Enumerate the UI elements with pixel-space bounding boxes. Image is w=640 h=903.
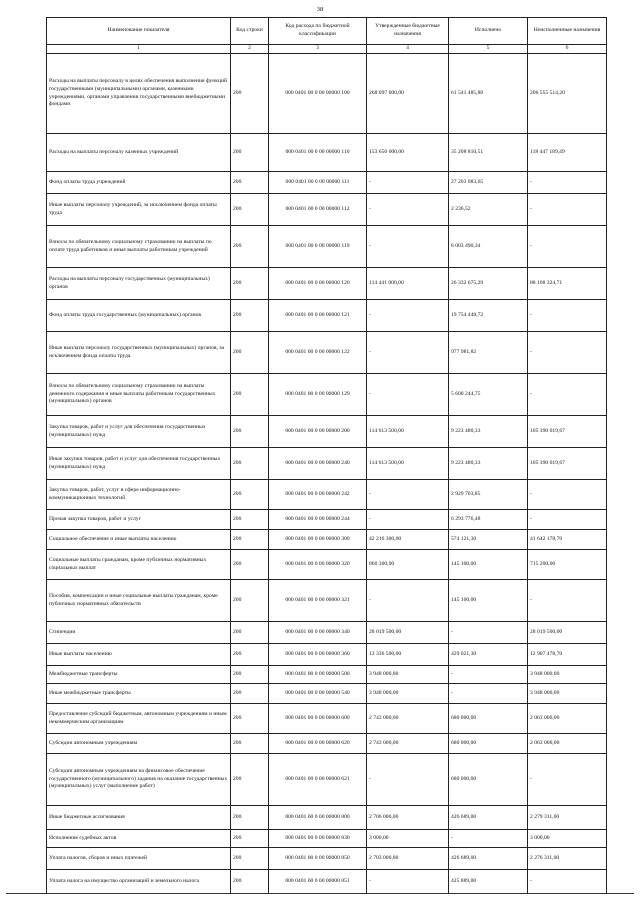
row-unexecuted: -	[528, 870, 607, 894]
row-approved: -	[367, 300, 449, 332]
row-approved: 2 703 000,00	[367, 848, 449, 870]
table-row	[47, 870, 607, 894]
row-class-code: 000 0401 00 0 00 00000 129	[269, 374, 367, 416]
table-row	[47, 416, 607, 448]
row-unexecuted: -	[528, 300, 607, 332]
table-row	[47, 480, 607, 510]
row-line-code: 200	[231, 332, 269, 374]
table-row	[47, 300, 607, 332]
row-line-code: 200	[231, 448, 269, 480]
row-name: Закупка товаров, работ, услуг в сфере информационно-коммуникационных технологий	[47, 480, 231, 510]
row-class-code: 000 0401 00 0 00 00000 200	[269, 416, 367, 448]
row-name: Стипендии	[47, 622, 231, 644]
row-name: Исполнение судебных актов	[47, 830, 231, 848]
column-number: 6	[528, 45, 607, 54]
row-unexecuted: 118 447 189,49	[528, 134, 607, 172]
table-row	[47, 684, 607, 704]
row-executed: 61 541 485,80	[449, 54, 528, 134]
row-approved: -	[367, 332, 449, 374]
row-approved: -	[367, 226, 449, 268]
row-executed: 977 981,82	[449, 332, 528, 374]
row-line-code: 200	[231, 848, 269, 870]
row-executed: 5 600 244,75	[449, 374, 528, 416]
row-executed: 680 000,00	[449, 754, 528, 806]
column-number: 4	[367, 45, 449, 54]
row-unexecuted: 28 019 500,00	[528, 622, 607, 644]
table-row	[47, 806, 607, 830]
table-row	[47, 704, 607, 734]
table-row	[47, 374, 607, 416]
row-class-code: 000 0401 00 0 00 00000 100	[269, 54, 367, 134]
row-class-code: 000 0401 00 0 00 00000 110	[269, 134, 367, 172]
row-name: Иные межбюджетные трансферты	[47, 684, 231, 704]
header-unexecuted: Неисполненные назначения	[528, 18, 607, 45]
row-approved: -	[367, 172, 449, 194]
row-approved: 114 441 000,00	[367, 268, 449, 300]
row-approved: 2 743 000,00	[367, 704, 449, 734]
row-class-code: 000 0401 00 0 00 00000 500	[269, 666, 367, 684]
row-class-code: 000 0401 00 0 00 00000 320	[269, 550, 367, 580]
page-bottom-rule	[6, 893, 634, 894]
row-approved: 153 656 000,00	[367, 134, 449, 172]
row-approved: -	[367, 510, 449, 530]
row-line-code: 200	[231, 806, 269, 830]
row-unexecuted: -	[528, 580, 607, 622]
row-line-code: 200	[231, 530, 269, 550]
row-approved: 2 743 000,00	[367, 734, 449, 754]
row-executed: 27 203 083,65	[449, 172, 528, 194]
table-row	[47, 226, 607, 268]
row-name: Иные выплаты персоналу государственных (муниципальных) органов, за исключением фонда оплаты труда	[47, 332, 231, 374]
row-executed: 19 754 448,72	[449, 300, 528, 332]
row-class-code: 000 0401 00 0 00 00000 121	[269, 300, 367, 332]
table-row	[47, 268, 607, 300]
row-unexecuted: -	[528, 510, 607, 530]
column-number: 5	[449, 45, 528, 54]
row-line-code: 200	[231, 268, 269, 300]
row-name: Иные выплаты населению	[47, 644, 231, 666]
row-executed: 2 929 703,85	[449, 480, 528, 510]
row-class-code: 000 0401 00 0 00 00000 830	[269, 830, 367, 848]
row-class-code: 000 0401 00 0 00 00000 620	[269, 734, 367, 754]
row-name: Прочая закупка товаров, работ и услуг	[47, 510, 231, 530]
row-unexecuted: -	[528, 480, 607, 510]
row-class-code: 000 0401 00 0 00 00000 111	[269, 172, 367, 194]
row-class-code: 000 0401 00 0 00 00000 122	[269, 332, 367, 374]
table-row	[47, 848, 607, 870]
row-approved: 2 706 000,00	[367, 806, 449, 830]
row-approved: -	[367, 374, 449, 416]
row-unexecuted: 2 063 000,00	[528, 704, 607, 734]
table-row	[47, 134, 607, 172]
row-executed: 680 000,00	[449, 704, 528, 734]
row-unexecuted: 105 390 019,67	[528, 448, 607, 480]
row-line-code: 200	[231, 416, 269, 448]
row-approved: 42 216 300,00	[367, 530, 449, 550]
row-unexecuted: 3 000,00	[528, 830, 607, 848]
row-name: Иные закупки товаров, работ и услуг для обеспечения государственных (муниципальных) нужд	[47, 448, 231, 480]
row-unexecuted: -	[528, 226, 607, 268]
row-unexecuted: 2 063 000,00	[528, 734, 607, 754]
row-class-code: 000 0401 00 0 00 00000 244	[269, 510, 367, 530]
row-executed: -	[449, 684, 528, 704]
row-name: Иные бюджетные ассигнования	[47, 806, 231, 830]
row-name: Фонд оплаты труда государственных (муниципальных) органов	[47, 300, 231, 332]
row-executed: 574 121,30	[449, 530, 528, 550]
row-approved: -	[367, 194, 449, 226]
row-class-code: 000 0401 00 0 00 00000 321	[269, 580, 367, 622]
table-row	[47, 54, 607, 134]
row-approved: 3 948 000,00	[367, 684, 449, 704]
row-approved: -	[367, 754, 449, 806]
row-approved: -	[367, 870, 449, 894]
column-number: 3	[269, 45, 367, 54]
row-name: Субсидии автономным учреждениям	[47, 734, 231, 754]
row-name: Уплата налогов, сборов и иных платежей	[47, 848, 231, 870]
table-row	[47, 550, 607, 580]
row-class-code: 000 0401 00 0 00 00000 540	[269, 684, 367, 704]
row-executed: 426 689,00	[449, 806, 528, 830]
column-number: 2	[231, 45, 269, 54]
row-executed: 26 332 675,29	[449, 268, 528, 300]
row-name: Расходы на выплаты персоналу в целях обеспечения выполнения функций государственными (муниципальными) органами, казенными учреждениями, органами управления государственными внебюджетными фондами	[47, 54, 231, 134]
row-name: Расходы на выплаты персоналу государственных (муниципальных) органов	[47, 268, 231, 300]
row-class-code: 000 0401 00 0 00 00000 300	[269, 530, 367, 550]
row-line-code: 200	[231, 644, 269, 666]
page-number: 38	[316, 6, 324, 13]
row-name: Уплата налога на имущество организаций и земельного налога	[47, 870, 231, 894]
row-unexecuted: 41 642 178,70	[528, 530, 607, 550]
table-body	[47, 54, 607, 894]
row-class-code: 000 0401 00 0 00 00000 850	[269, 848, 367, 870]
header-line-code: Код строки	[231, 18, 269, 45]
row-line-code: 200	[231, 666, 269, 684]
row-unexecuted: -	[528, 172, 607, 194]
row-approved: -	[367, 480, 449, 510]
row-executed: -	[449, 830, 528, 848]
row-unexecuted: 88 108 324,71	[528, 268, 607, 300]
row-line-code: 200	[231, 510, 269, 530]
row-executed: 9 223 480,33	[449, 448, 528, 480]
row-class-code: 000 0401 00 0 00 00000 120	[269, 268, 367, 300]
row-name: Пособия, компенсации и иные социальные выплаты гражданам, кроме публичных нормативных обязательств	[47, 580, 231, 622]
row-executed: 425 889,00	[449, 870, 528, 894]
row-executed: 2 236,52	[449, 194, 528, 226]
table-row	[47, 510, 607, 530]
row-unexecuted: 206 555 514,20	[528, 54, 607, 134]
row-class-code: 000 0401 00 0 00 00000 119	[269, 226, 367, 268]
row-executed: 429 021,30	[449, 644, 528, 666]
table-row	[47, 666, 607, 684]
row-name: Взносы по обязательному социальному страхованию на выплаты по оплате труда работников и иные выплаты работникам учреждений	[47, 226, 231, 268]
row-line-code: 200	[231, 550, 269, 580]
row-line-code: 200	[231, 480, 269, 510]
row-line-code: 200	[231, 54, 269, 134]
row-name: Взносы по обязательному социальному страхованию на выплаты денежного содержания и иные выплаты работникам государственных (муниципальных) органов	[47, 374, 231, 416]
row-approved: 3 000,00	[367, 830, 449, 848]
row-unexecuted: -	[528, 332, 607, 374]
row-line-code: 200	[231, 134, 269, 172]
row-name: Социальное обеспечение и иные выплаты населению	[47, 530, 231, 550]
header-approved: Утвержденные бюджетные назначения	[367, 18, 449, 45]
header-class-code: Код расхода по бюджетной классификации	[269, 18, 367, 45]
table-row	[47, 830, 607, 848]
row-class-code: 000 0401 00 0 00 00000 621	[269, 754, 367, 806]
row-line-code: 200	[231, 734, 269, 754]
row-approved: 860 300,00	[367, 550, 449, 580]
row-name: Предоставление субсидий бюджетным, автономным учреждениям и иным некоммерческим организациям	[47, 704, 231, 734]
row-line-code: 200	[231, 374, 269, 416]
row-class-code: 000 0401 00 0 00 00000 340	[269, 622, 367, 644]
row-line-code: 200	[231, 194, 269, 226]
row-approved: 268 097 000,00	[367, 54, 449, 134]
row-line-code: 200	[231, 704, 269, 734]
row-name: Закупка товаров, работ и услуг для обеспечения государственных (муниципальных) нужд	[47, 416, 231, 448]
row-approved: 28 019 500,00	[367, 622, 449, 644]
row-approved: -	[367, 580, 449, 622]
row-class-code: 000 0401 00 0 00 00000 112	[269, 194, 367, 226]
row-name: Фонд оплаты труда учреждений	[47, 172, 231, 194]
row-class-code: 000 0401 00 0 00 00000 600	[269, 704, 367, 734]
row-unexecuted: 3 948 000,00	[528, 684, 607, 704]
row-class-code: 000 0401 00 0 00 00000 800	[269, 806, 367, 830]
row-unexecuted: 3 948 000,00	[528, 666, 607, 684]
row-line-code: 200	[231, 870, 269, 894]
row-approved: 13 336 500,00	[367, 644, 449, 666]
table-row	[47, 734, 607, 754]
row-approved: 114 613 500,00	[367, 416, 449, 448]
row-executed: 6 293 776,48	[449, 510, 528, 530]
row-unexecuted: 105 390 019,67	[528, 416, 607, 448]
table-row	[47, 622, 607, 644]
column-number-row	[47, 45, 607, 54]
row-executed: 35 208 810,51	[449, 134, 528, 172]
row-name: Субсидии автономным учреждениям на финансовое обеспечение государственного (муниципального) задания на оказание государственных (муниципальных) услуг (выполнение работ)	[47, 754, 231, 806]
header-row	[47, 18, 607, 45]
row-executed: 680 000,00	[449, 734, 528, 754]
header-executed: Исполнено	[449, 18, 528, 45]
row-name: Социальные выплаты гражданам, кроме публичных нормативных социальных выплат	[47, 550, 231, 580]
row-executed: -	[449, 666, 528, 684]
table-row	[47, 644, 607, 666]
row-executed: 9 223 480,33	[449, 416, 528, 448]
row-line-code: 200	[231, 172, 269, 194]
table-row	[47, 172, 607, 194]
row-unexecuted: 2 276 311,00	[528, 848, 607, 870]
row-line-code: 200	[231, 622, 269, 644]
row-class-code: 000 0401 00 0 00 00000 240	[269, 448, 367, 480]
row-approved: 114 613 500,00	[367, 448, 449, 480]
row-executed: 426 689,00	[449, 848, 528, 870]
table-row	[47, 580, 607, 622]
row-name: Иные выплаты персоналу учреждений, за исключением фонда оплаты труда	[47, 194, 231, 226]
budget-execution-table	[46, 17, 607, 894]
row-line-code: 200	[231, 754, 269, 806]
row-approved: 3 948 000,00	[367, 666, 449, 684]
row-unexecuted: -	[528, 374, 607, 416]
table-row	[47, 448, 607, 480]
row-line-code: 200	[231, 580, 269, 622]
row-unexecuted: 2 279 311,00	[528, 806, 607, 830]
row-line-code: 200	[231, 830, 269, 848]
table-row	[47, 530, 607, 550]
row-executed: 145 100,00	[449, 580, 528, 622]
row-executed: -	[449, 622, 528, 644]
row-executed: 8 003 490,34	[449, 226, 528, 268]
row-class-code: 000 0401 00 0 00 00000 360	[269, 644, 367, 666]
table-row	[47, 754, 607, 806]
row-class-code: 000 0401 00 0 00 00000 242	[269, 480, 367, 510]
row-line-code: 200	[231, 300, 269, 332]
row-name: Расходы на выплаты персоналу казенных учреждений	[47, 134, 231, 172]
row-unexecuted: 715 200,00	[528, 550, 607, 580]
row-line-code: 200	[231, 684, 269, 704]
row-executed: 145 100,00	[449, 550, 528, 580]
row-unexecuted: 12 907 478,70	[528, 644, 607, 666]
row-class-code: 000 0401 00 0 00 00000 851	[269, 870, 367, 894]
table-row	[47, 332, 607, 374]
row-unexecuted: -	[528, 754, 607, 806]
table-row	[47, 194, 607, 226]
row-unexecuted: -	[528, 194, 607, 226]
row-name: Межбюджетные трансферты	[47, 666, 231, 684]
row-line-code: 200	[231, 226, 269, 268]
header-name: Наименование показателя	[47, 18, 231, 45]
column-number: 1	[47, 45, 231, 54]
